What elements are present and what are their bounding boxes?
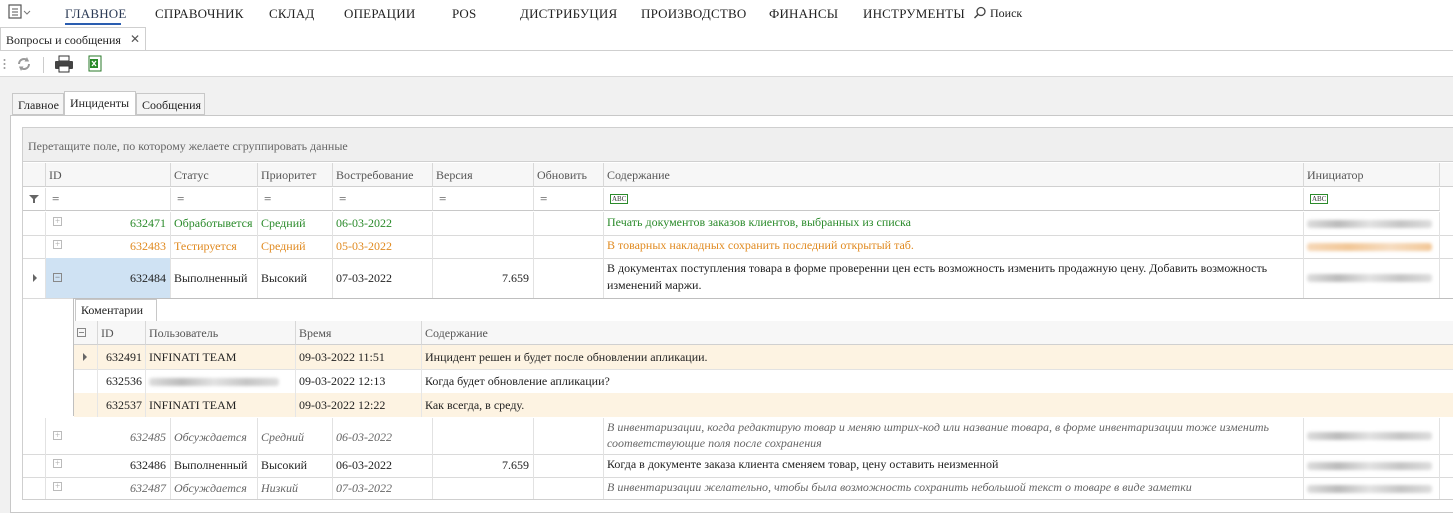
cell-content: В документах поступления товара в форме проверенни цен есть возможность изменить продажную цену. Добавить возможность изменений маржи. [604, 258, 1304, 298]
row-expander-cell[interactable] [46, 235, 171, 258]
row-indicator [23, 258, 46, 298]
abc-filter-icon: ABC [1312, 195, 1327, 203]
search-label: Поиск [990, 5, 1023, 20]
row-expander-cell[interactable] [46, 258, 171, 298]
menu-item-distribution[interactable]: ДИСТРИБУЦИЯ [520, 6, 618, 21]
cell-demand: 07-03-2022 [333, 258, 433, 298]
menu-item-directory[interactable]: СПРАВОЧНИК [155, 6, 244, 21]
comment-time: 09-03-2022 12:22 [296, 393, 422, 417]
document-tab[interactable] [0, 27, 146, 51]
menu-item-production[interactable]: ПРОИЗВОДСТВО [641, 6, 747, 21]
table-row[interactable] [23, 418, 1453, 455]
cell-status: Выполненный [171, 258, 258, 298]
expand-icon[interactable]: + [54, 481, 61, 491]
cell-version [433, 477, 534, 499]
tab-comments[interactable]: Коментарии [75, 299, 157, 321]
cell-id: 632486 [130, 458, 166, 472]
row-pointer-icon [33, 274, 37, 282]
group-panel-hint: Перетащите поле, по которому желаете сгруппировать данные [28, 139, 348, 153]
header-priority[interactable]: Приоритет [258, 163, 333, 187]
comment-content: Когда будет обновление апликации? [425, 374, 610, 388]
print-icon[interactable] [54, 55, 74, 77]
comment-row[interactable] [74, 345, 1453, 370]
comment-row-indicator [74, 345, 98, 369]
column-chooser-icon [77, 328, 86, 337]
cell-id: 632483 [130, 239, 166, 253]
toolbar-grip-icon [3, 58, 6, 74]
tab-incidents[interactable]: Инциденты [64, 91, 136, 116]
blurred-user [1307, 220, 1432, 228]
cell-demand: 05-03-2022 [333, 235, 433, 258]
comments-header-indicator[interactable] [74, 321, 98, 345]
header-status[interactable]: Статус [171, 163, 258, 187]
filter-priority[interactable]: = [258, 188, 333, 211]
cell-content: В инвентаризации, когда редактирую товар и меняю штрих-код или название товара, в форме инвентаризации тоже изменить соответствующие поля после сохранения [604, 418, 1304, 454]
comment-content: Как всегда, в среду. [425, 398, 525, 412]
cell-version: 7.659 [433, 258, 534, 298]
row-indicator [23, 418, 46, 454]
cell-status: Тестируется [171, 235, 258, 258]
cell-initiator [1304, 212, 1440, 235]
cell-content: В товарных накладных сохранить последний открытый таб. [604, 235, 1304, 258]
excel-export-icon[interactable] [87, 55, 103, 77]
header-content[interactable]: Содержание [604, 163, 1304, 187]
filter-icon [29, 194, 39, 204]
active-menu-underline [65, 23, 121, 25]
menu-item-tools[interactable]: ИНСТРУМЕНТЫ [863, 6, 965, 21]
header-version[interactable]: Версия [433, 163, 534, 187]
table-row[interactable] [23, 477, 1453, 499]
row-indicator [23, 212, 46, 235]
cell-version [433, 418, 534, 454]
table-row[interactable] [23, 212, 1453, 236]
filter-content[interactable] [604, 188, 1304, 211]
expand-icon[interactable]: + [54, 430, 61, 440]
cell-id: 632471 [130, 216, 166, 230]
menu-item-pos[interactable]: POS [452, 6, 477, 21]
cell-priority: Высокий [258, 258, 333, 298]
cell-content: В инвентаризации желательно, чтобы была возможность сохранить небольшой текст о товаре в виде заметки [604, 477, 1304, 499]
cell-status: Обсуждается [171, 418, 258, 454]
filter-status[interactable]: = [171, 188, 258, 211]
expand-icon[interactable]: + [54, 458, 61, 468]
cell-initiator [1304, 477, 1440, 499]
app-menu-icon[interactable] [8, 4, 32, 24]
menu-item-warehouse[interactable]: СКЛАД [269, 6, 315, 21]
row-indicator [23, 235, 46, 258]
header-update[interactable]: Обновить [534, 163, 604, 187]
row-expander-cell[interactable] [46, 212, 171, 235]
toolbar [0, 51, 1453, 77]
cell-demand: 07-03-2022 [333, 477, 433, 499]
tab-messages[interactable]: Сообщения [136, 93, 205, 115]
cell-demand: 06-03-2022 [333, 418, 433, 454]
main-menu-bar [0, 0, 1453, 26]
blurred-user [1307, 432, 1432, 440]
cell-version: 7.659 [433, 454, 534, 477]
comment-user: INFINATI TEAM [146, 345, 296, 369]
table-row[interactable] [23, 235, 1453, 259]
cell-update [534, 212, 604, 235]
filter-row-icon-cell[interactable] [23, 188, 46, 211]
cell-status: Обсуждается [171, 477, 258, 499]
cell-id: 632487 [130, 481, 166, 495]
search-menu-item[interactable] [973, 5, 1022, 21]
cell-demand: 06-03-2022 [333, 454, 433, 477]
cell-status: Обработывется [171, 212, 258, 235]
close-icon[interactable]: ✕ [130, 32, 141, 46]
cell-update [534, 477, 604, 499]
cell-priority: Средний [258, 235, 333, 258]
header-id[interactable]: ID [46, 163, 171, 187]
refresh-icon[interactable] [15, 55, 33, 77]
cell-initiator [1304, 454, 1440, 477]
cell-demand: 06-03-2022 [333, 212, 433, 235]
filter-update[interactable]: = [534, 188, 604, 211]
comment-time: 09-03-2022 12:13 [296, 369, 422, 393]
comments-header-content[interactable]: Содержание [422, 321, 1453, 345]
comment-time: 09-03-2022 11:51 [296, 345, 422, 369]
document-tab-title: Вопросы и сообщения [6, 33, 121, 47]
cell-initiator [1304, 235, 1440, 258]
cell-update [534, 235, 604, 258]
blurred-user [1307, 485, 1432, 493]
cell-priority: Высокий [258, 454, 333, 477]
cell-priority: Низкий [258, 477, 333, 499]
menu-item-main[interactable]: ГЛАВНОЕ [65, 6, 127, 21]
filter-demand[interactable]: = [333, 188, 433, 211]
blurred-user [1307, 462, 1432, 470]
header-demand[interactable]: Востребование [333, 163, 433, 187]
comment-user: INFINATI TEAM [146, 393, 296, 417]
cell-version [433, 235, 534, 258]
abc-filter-icon: ABC [612, 195, 627, 203]
menu-item-operations[interactable]: ОПЕРАЦИИ [344, 6, 416, 21]
toolbar-separator [43, 57, 44, 73]
header-filler [1440, 163, 1453, 187]
table-row[interactable] [23, 454, 1453, 478]
comments-header-user[interactable]: Пользователь [146, 321, 296, 345]
tab-main[interactable]: Главное [12, 93, 64, 115]
row-expander-cell[interactable] [46, 477, 171, 499]
menu-item-finance[interactable]: ФИНАНСЫ [769, 6, 839, 21]
row-expander-cell[interactable] [46, 454, 171, 477]
row-indicator [23, 454, 46, 477]
cell-update [534, 454, 604, 477]
cell-content: Когда в документе заказа клиента сменяем товар, цену оставить неизменной [604, 454, 1304, 477]
cell-id: 632484 [130, 271, 166, 285]
collapse-icon[interactable]: − [54, 272, 61, 282]
cell-priority: Средний [258, 418, 333, 454]
header-initiator[interactable]: Инициатор [1304, 163, 1440, 187]
comment-id: 632537 [98, 393, 146, 417]
comment-row[interactable] [74, 369, 1453, 394]
blurred-user [1307, 274, 1432, 282]
cell-initiator [1304, 258, 1440, 298]
filter-version[interactable]: = [433, 188, 534, 211]
filter-id[interactable]: = [46, 188, 171, 211]
cell-update [534, 258, 604, 298]
expand-icon[interactable]: + [54, 239, 61, 249]
cell-id: 632485 [130, 430, 166, 444]
comment-row-indicator [74, 393, 98, 417]
table-row[interactable] [23, 258, 1453, 299]
filter-initiator[interactable] [1304, 188, 1440, 211]
comment-row-indicator [74, 369, 98, 393]
cell-priority: Средний [258, 212, 333, 235]
search-icon [973, 6, 987, 20]
blurred-user [1307, 243, 1432, 251]
cell-initiator [1304, 418, 1440, 454]
group-panel[interactable] [23, 128, 1453, 162]
row-expander-cell[interactable] [46, 418, 171, 454]
comment-id: 632536 [98, 369, 146, 393]
comment-content: Инцидент решен и будет после обновлении апликации. [425, 350, 708, 364]
expand-icon[interactable]: + [54, 216, 61, 226]
comment-user [146, 369, 296, 393]
blurred-user [149, 378, 279, 386]
cell-version [433, 212, 534, 235]
comment-row[interactable] [74, 393, 1453, 417]
comments-header-time[interactable]: Время [296, 321, 422, 345]
cell-update [534, 418, 604, 454]
header-indicator [23, 163, 46, 187]
cell-content: Печать документов заказов клиентов, выбранных из списка [604, 212, 1304, 235]
cell-status: Выполненный [171, 454, 258, 477]
row-pointer-icon [83, 353, 87, 361]
comments-header-id[interactable]: ID [98, 321, 146, 345]
comment-id: 632491 [98, 345, 146, 369]
row-indicator [23, 477, 46, 499]
